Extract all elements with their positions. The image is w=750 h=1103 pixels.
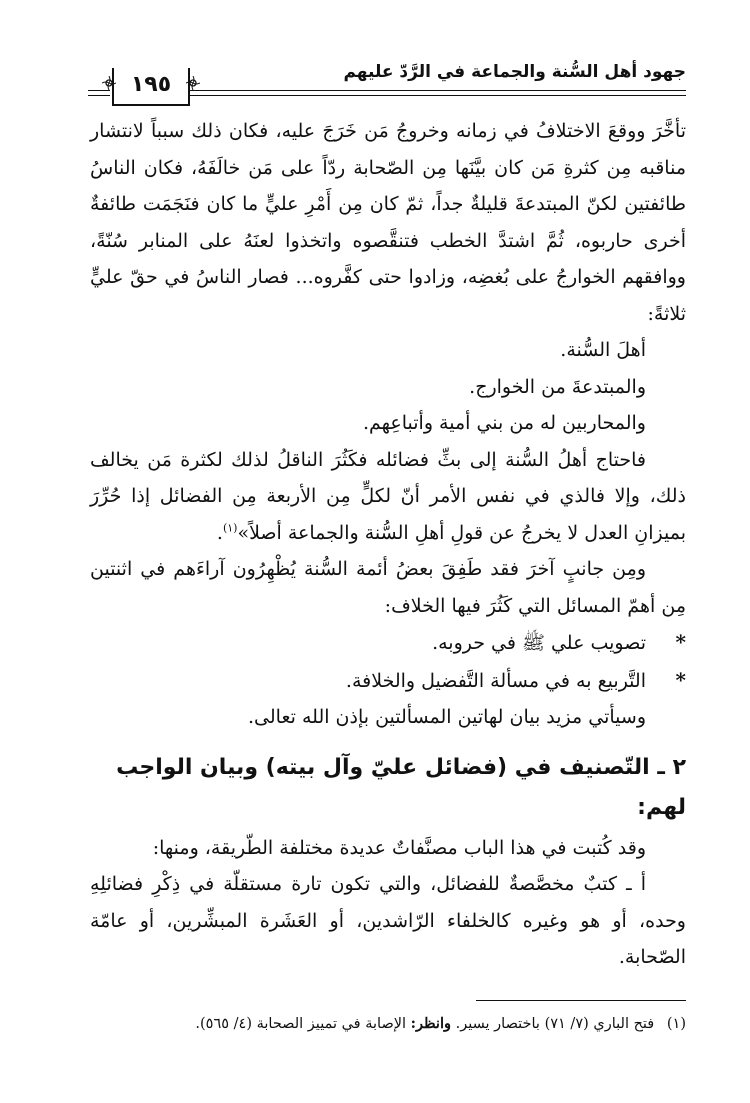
footnote-reference: (١) xyxy=(222,521,238,535)
paragraph: وقد كُتبت في هذا الباب مصنَّفاتٌ عديدة مختلفة الطّريقة، ومنها: xyxy=(152,836,646,859)
bullet-item xyxy=(90,624,686,662)
list-item: أهلَ السُّنة. xyxy=(560,339,646,361)
page-number: ١٩٥ xyxy=(130,72,172,97)
paragraph: وسيأتي مزيد بيان لهاتين المسألتين بإذن الله تعالى. xyxy=(248,706,646,728)
section-heading: ٢ ـ التّصنيف في (فضائل عليّ وآل بيته) وبيان الواجب لهم: xyxy=(116,754,686,820)
running-title: جهود أهل السُّنة والجماعة في الرَّدّ عليهم xyxy=(343,62,686,82)
bullet-text: تصويب علي ﷺ في حروبه. xyxy=(432,632,646,654)
header-rule xyxy=(186,90,686,91)
paragraph: تأخَّرَ ووقعَ الاختلافُ في زمانه وخروجُ مَن خَرَجَ عليه، فكان ذلك سبباً لانتشار مناقبه مِن كثرةِ مَن كان بيَّنَها مِن الصّحابة ردّاً على مَن خالَفَهُ، فكان الناسُ طائفتين لكنّ المبتدعةَ قليلةٌ جداً، ثمّ كان مِن أَمْرِ عليٍّ ما كان فنَجَمَت طائفةٌ أخرى حاربوه، ثُمَّ اشتدَّ الخطب فتنقَّصوه واتخذوا لعنَهُ على المنابر سُنّةً، ووافقهم الخوارجُ على بُغضِه، وزادوا حتى كفَّروه... فصار الناسُ في حقّ عليٍّ ثلاثةً: xyxy=(90,120,686,325)
footnote-label: وانظر: xyxy=(410,1015,451,1032)
bullet-item xyxy=(90,662,686,700)
page-body xyxy=(90,113,686,976)
paragraph: أ ـ كتبٌ مخصَّصةٌ للفضائل، والتي تكون تارة مستقلّة في ذِكْرِ فضائلِهِ وحده، أو هو وغيره كالخلفاء الرّاشدين، أو العَشَرة المبشِّرين، أو عامّة الصّحابة. xyxy=(90,873,686,968)
footnote-text: الإصابة في تمييز الصحابة (٤/ ٥٦٥). xyxy=(195,1016,407,1032)
footnote-number: (١) xyxy=(666,1016,686,1032)
list-item: والمبتدعةَ من الخوارج. xyxy=(469,375,646,398)
bullet-icon: * xyxy=(675,630,686,654)
header-rule xyxy=(88,90,110,91)
footnote-divider xyxy=(476,1000,686,1001)
page-header xyxy=(88,52,686,112)
header-rule xyxy=(88,95,110,96)
footnote-text: فتح الباري (٧/ ٧١) باختصار يسير. xyxy=(455,1016,655,1032)
paragraph: فاحتاج أهلُ السُّنة إلى بثِّ فضائله فكَثُرَ الناقلُ لذلك لكثرة مَن يخالف ذلك، وإلا فالذي في نفس الأمر أنّ لكلٍّ مِن الأربعة مِن الفضائل إذا حُرِّرَ بميزانِ العدل لا يخرجُ عن قولِ أهلِ السُّنة والجماعة أصلاً»$^{(١)}$. xyxy=(90,448,686,544)
ornament-icon xyxy=(186,76,200,90)
bullet-icon: * xyxy=(675,667,686,692)
paragraph-text: فاحتاج أهلُ السُّنة إلى بثِّ فضائله فكَثُرَ الناقلُ لذلك لكثرة مَن يخالف ذلك، وإلا فالذي في نفس الأمر أنّ لكلٍّ مِن الأربعة مِن الفضائل إذا حُرِّرَ بميزانِ العدل لا يخرجُ عن قولِ أهلِ السُّنة والجماعة أصلاً» xyxy=(90,448,686,544)
list-item: والمحاربين له من بني أمية وأتباعِهم. xyxy=(362,412,646,434)
paragraph: ومِن جانبٍ آخرَ فقد طَفِقَ بعضُ أئمة السُّنة يُظْهِرُون آراءَهم في اثنتين مِن أهمّ المسائل التي كَثُرَ فيها الخلاف: xyxy=(90,558,686,617)
page-number-box xyxy=(112,68,190,106)
bullet-text: التَّربيع به في مسألة التَّفضيل والخلافة. xyxy=(345,669,646,692)
footnote xyxy=(76,1013,686,1035)
header-rule xyxy=(186,95,686,96)
